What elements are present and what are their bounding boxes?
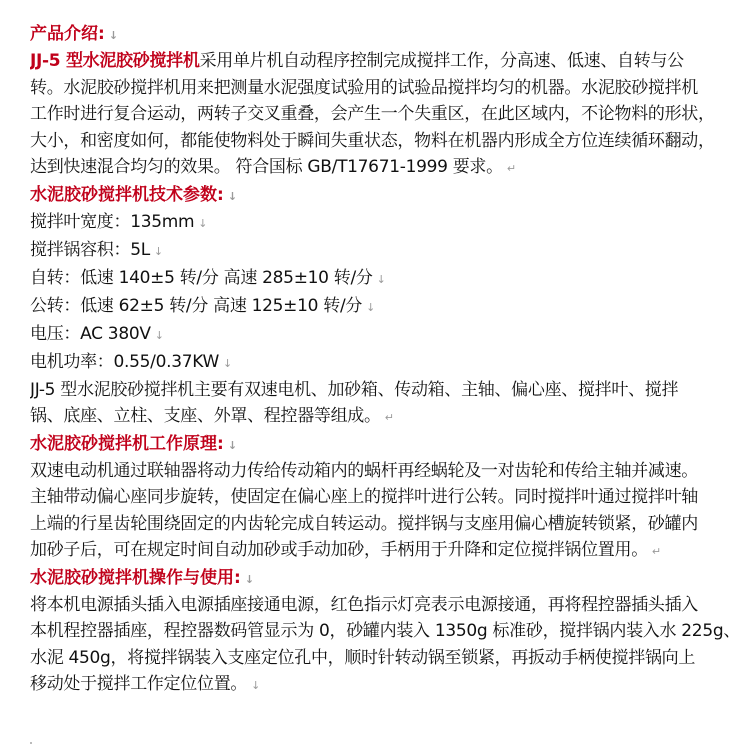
param-line-5: 电压：AC 380V ↓ [30,323,164,344]
param-line-6: 电机功率：0.55/0.37KW ↓ [30,351,232,372]
operation-line-4: 移动处于搅拌工作定位位置。 ↓ [30,674,261,694]
param-line-1: 搅拌叶宽度：135mm ↓ [30,211,208,232]
intro-line-1: JJ-5 型水泥胶砂搅拌机采用单片机自动程序控制完成搅拌工作，分高速、低速、自转与公 [30,51,684,71]
operation-line-2: 本机程控器插座，程控器数码管显示为 0，砂罐内装入 1350g 标准砂，搅拌锅内装入水 225g、 [30,621,740,641]
model-name: JJ-5 型水泥胶砂搅拌机 [30,51,200,71]
section-heading-tech-params: 水泥胶砂搅拌机技术参数: ↓ [30,184,238,205]
principle-line-4: 加砂子后，可在规定时间自动加砂或手动加砂，手柄用于升降和定位搅拌锅位置用。 ↵ [30,540,661,560]
document [30,22,740,700]
section-heading-product-intro: 产品介绍: ↓ [30,24,119,44]
section-heading-operation: 水泥胶砂搅拌机操作与使用: ↓ [30,567,255,588]
param-line-2: 搅拌锅容积：5L ↓ [30,239,163,260]
operation-line-1: 将本机电源插头插入电源插座接通电源，红色指示灯亮表示电源接通，再将程控器插头插入 [30,594,698,615]
param-line-4: 公转：低速 62±5 转/分 高速 125±10 转/分 ↓ [30,295,376,316]
intro-line-3: 工作时进行复合运动，两转子交叉重叠，会产生一个失重区，在此区域内，不论物料的形状， [30,104,715,124]
summary-line-1: JJ-5 型水泥胶砂搅拌机主要有双速电机、加砂箱、传动箱、主轴、偏心座、搅拌叶、搅拌 [30,379,679,400]
intro-line-4: 大小，和密度如何，都能使物料处于瞬间失重状态，物料在机器内形成全方位连续循环翻动， [30,130,715,151]
param-line-3: 自转：低速 140±5 转/分 高速 285±10 转/分 ↓ [30,267,386,288]
principle-line-3: 上端的行星齿轮围绕固定的内齿轮完成自转运动。搅拌锅与支座用偏心槽旋转锁紧，砂罐内 [30,513,698,534]
summary-line-2: 锅、底座、立柱、支座、外罩、程控器等组成。 ↵ [30,406,394,426]
intro-line-5: 达到快速混合均匀的效果。 符合国标 GB/T17671-1999 要求。 ↵ [30,157,516,177]
section-heading-working-principle: 水泥胶砂搅拌机工作原理: ↓ [30,433,238,454]
stray-dot [30,742,32,744]
principle-line-1: 双速电动机通过联轴器将动力传给传动箱内的蜗杆再经蜗轮及一对齿轮和传给主轴并减速。 [30,460,698,481]
intro-line-2: 转。水泥胶砂搅拌机用来把测量水泥强度试验用的试验品搅拌均匀的机器。水泥胶砂搅拌机 [30,77,698,98]
operation-line-3: 水泥 450g，将搅拌锅装入支座定位孔中，顺时针转动锅至锁紧，再扳动手柄使搅拌锅向上 [30,647,696,668]
principle-line-2: 主轴带动偏心座同步旋转，使固定在偏心座上的搅拌叶进行公转。同时搅拌叶通过搅拌叶轴 [30,487,698,507]
